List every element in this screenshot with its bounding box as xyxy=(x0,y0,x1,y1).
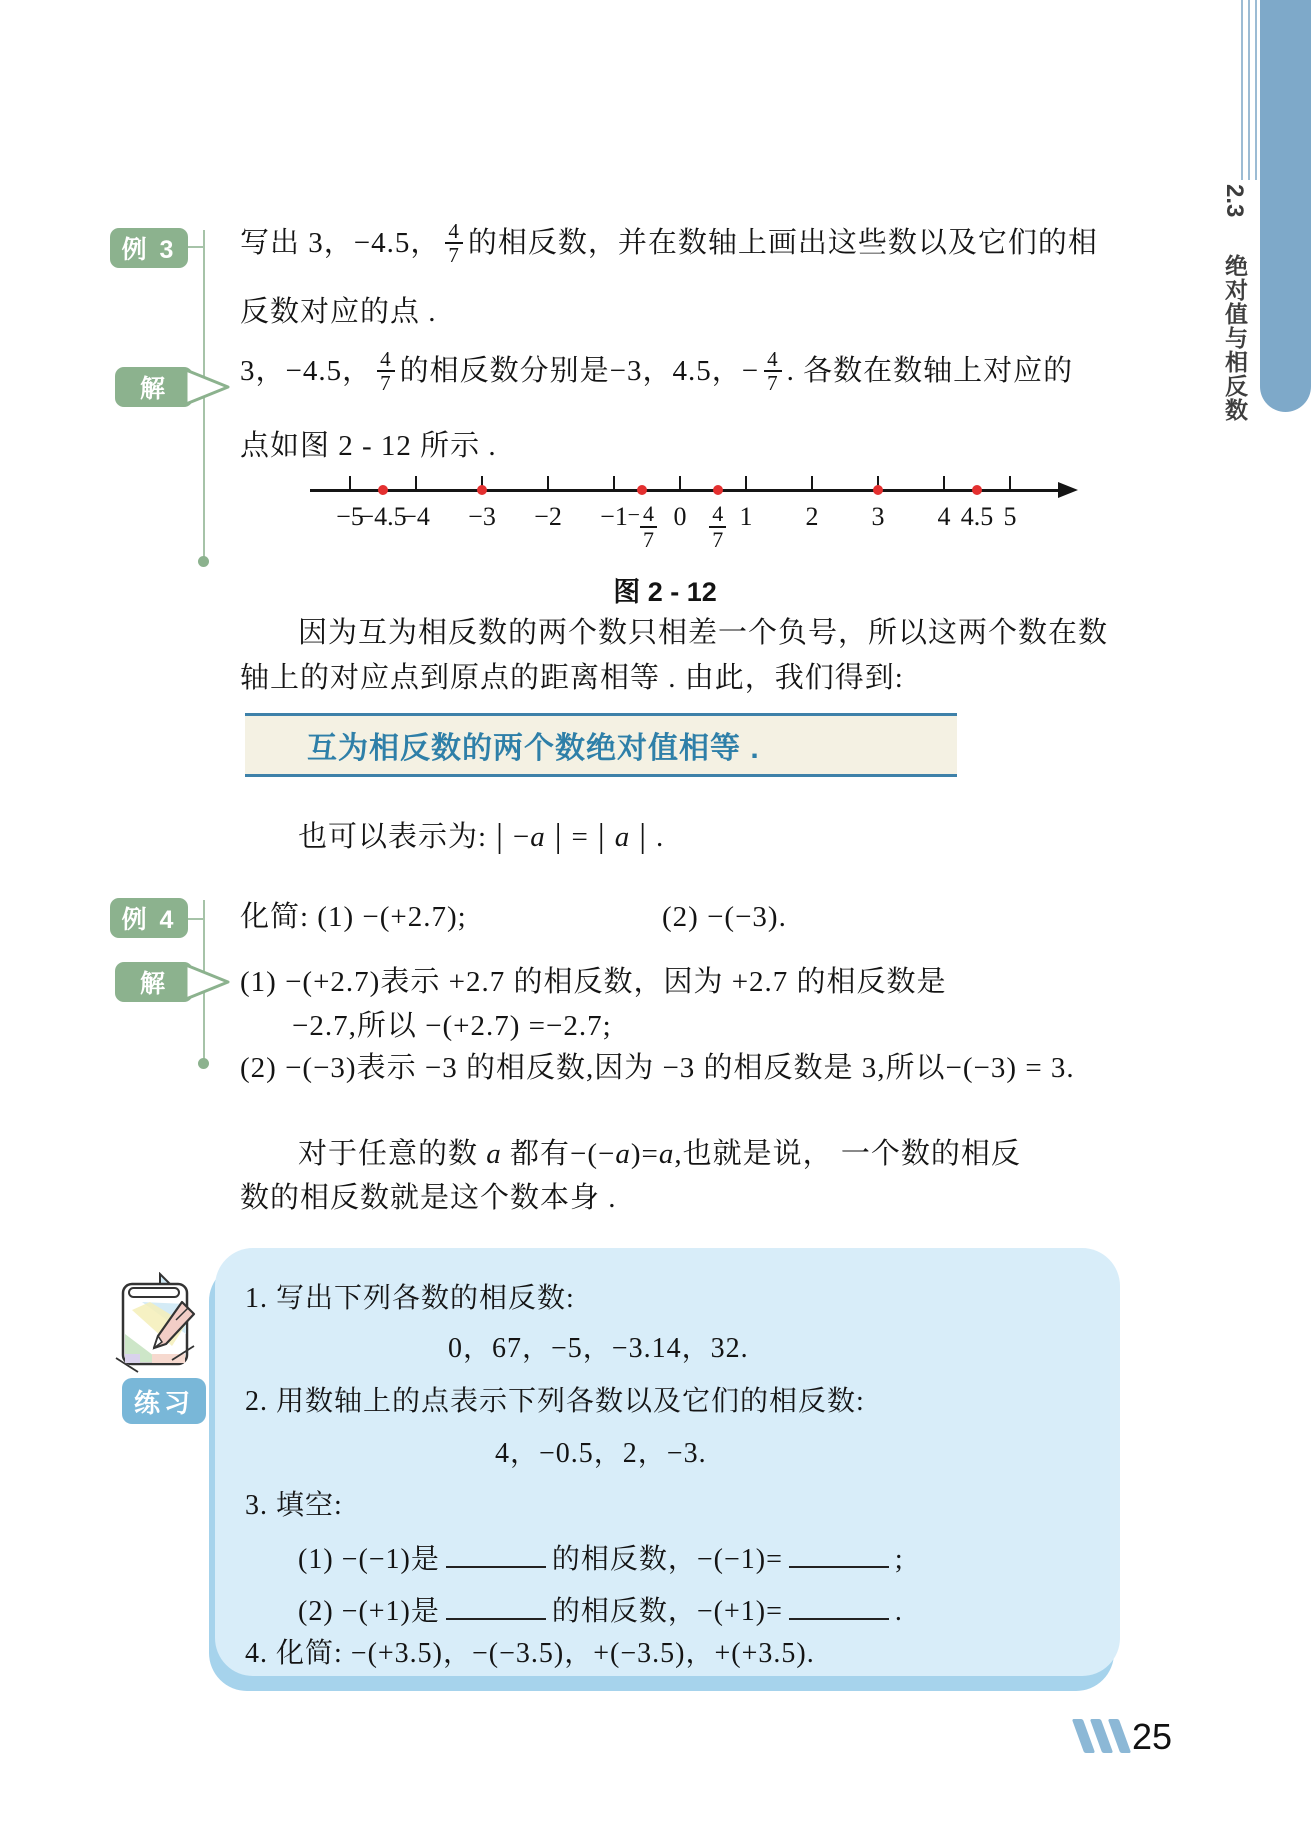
fill-blank-text: ; xyxy=(894,1544,904,1575)
example4-solution-line1: (1) −(+2.7)表示 +2.7 的相反数，因为 +2.7 的相反数是 xyxy=(240,966,947,998)
tick-mark xyxy=(415,476,417,491)
tick-label: 5 xyxy=(1003,502,1017,531)
tick-label: 2 xyxy=(805,502,819,531)
example4-problem-2: (2) −(−3). xyxy=(662,901,787,933)
fraction-4-7: $\frac{4}{7}$ xyxy=(764,348,782,394)
fill-blank-text: 的相反数，−(−1)= xyxy=(551,1544,783,1575)
tick-label: 1 xyxy=(739,502,753,531)
tick-mark xyxy=(547,476,549,491)
variable-a: a xyxy=(658,1138,675,1170)
paragraph-text: 对于任意的数 xyxy=(298,1138,487,1170)
abs-bar: | xyxy=(554,818,563,855)
paragraph-text: ,也就是说， 一个数的相反 xyxy=(674,1138,1021,1170)
tick-mark xyxy=(679,476,681,491)
practice-item-3-2 xyxy=(298,1590,903,1628)
solution-text: 3，−4.5， xyxy=(240,355,373,387)
abs-bar: | xyxy=(597,818,606,855)
axis-arrow-icon xyxy=(1058,482,1078,498)
number-line-dot xyxy=(637,485,647,495)
absolute-value-identity xyxy=(298,815,664,859)
identity-prefix: 也可以表示为: xyxy=(298,821,488,853)
practice-badge: 练习 xyxy=(122,1378,206,1424)
tick-label: −3 xyxy=(468,502,496,531)
abs-bar: | xyxy=(496,818,504,855)
fraction-4-7: $\frac{4}{7}$ xyxy=(445,220,463,266)
example3-solution-line2: 点如图 2 - 12 所示 . xyxy=(240,430,497,462)
example3-solution-badge: 解 xyxy=(115,367,193,407)
fraction-sign: − xyxy=(627,502,640,527)
paragraph-line xyxy=(298,1138,1021,1170)
notebook-pencil-icon xyxy=(110,1272,205,1374)
solution-arrow-icon xyxy=(184,960,236,1004)
paragraph-text: 都有−(− xyxy=(501,1138,616,1170)
tick-label: −1 xyxy=(600,502,628,531)
solution-arrow-icon xyxy=(184,365,236,409)
minus-sign: − xyxy=(512,821,531,853)
solution-text: 的相反数分别是−3，4.5，− xyxy=(399,355,760,387)
fraction-stack: $\frac{4}{7}$ xyxy=(640,502,657,552)
key-point-box xyxy=(245,713,957,777)
answer-blank xyxy=(446,1538,546,1568)
section-title: 绝对值与相反数 xyxy=(1222,254,1248,422)
example3-badge: 例 3 xyxy=(110,228,188,268)
variable-a: a xyxy=(614,821,631,853)
number-line-dot xyxy=(873,485,883,495)
page-number: 25 xyxy=(1132,1716,1173,1757)
example3-problem-line1 xyxy=(240,212,1098,274)
example4-solution-badge: 解 xyxy=(115,962,193,1002)
period: . xyxy=(656,821,665,853)
tick-label: 4 xyxy=(937,502,951,531)
practice-item-2-values: 4，−0.5，2，−3. xyxy=(495,1438,707,1469)
fill-blank-text: (2) −(+1)是 xyxy=(298,1596,440,1627)
paragraph-line: 因为互为相反数的两个数只相差一个负号，所以这两个数在数 xyxy=(298,617,1109,649)
practice-item-3: 3. 填空: xyxy=(245,1490,343,1521)
example4-connector xyxy=(188,918,204,920)
page-number-slashes xyxy=(1078,1719,1125,1753)
practice-item-1: 1. 写出下列各数的相反数: xyxy=(245,1283,575,1314)
example4-badge: 例 4 xyxy=(110,898,188,938)
tick-label: −2 xyxy=(534,502,562,531)
variable-a: a xyxy=(530,821,546,853)
fill-blank-text: . xyxy=(894,1596,903,1627)
practice-item-2: 2. 用数轴上的点表示下列各数以及它们的相反数: xyxy=(245,1386,865,1417)
point-label: −4.5 xyxy=(359,502,407,531)
point-label: 4.5 xyxy=(960,502,994,531)
equals-sign: = xyxy=(571,821,589,853)
section-number: 2.3 xyxy=(1221,184,1248,218)
fraction-label xyxy=(612,502,672,552)
abs-bar: | xyxy=(639,818,648,855)
paragraph-line: 数的相反数就是这个数本身 . xyxy=(240,1182,617,1214)
tick-mark xyxy=(943,476,945,491)
problem-text: 的相反数，并在数轴上画出这些数以及它们的相 xyxy=(467,227,1098,259)
sidebar-thin-line xyxy=(1241,0,1243,180)
practice-item-1-values: 0，67，−5，−3.14，32. xyxy=(448,1333,749,1364)
tick-label: −4 xyxy=(402,502,430,531)
fill-blank-text: 的相反数，−(+1)= xyxy=(551,1596,783,1627)
number-line-axis xyxy=(310,489,1062,492)
figure-caption: 图 2 - 12 xyxy=(613,577,717,607)
tick-mark xyxy=(349,476,351,491)
example3-end-dot xyxy=(198,556,209,567)
sidebar-tab-bar xyxy=(1260,0,1311,412)
number-line-dot xyxy=(972,485,982,495)
answer-blank xyxy=(789,1538,889,1568)
tick-mark xyxy=(1009,476,1011,491)
variable-a: a xyxy=(615,1138,631,1170)
fraction-stack: 4 7 xyxy=(709,502,726,552)
key-point-text: 互为相反数的两个数绝对值相等 . xyxy=(307,732,760,765)
tick-mark xyxy=(745,476,747,491)
number-line-dot xyxy=(713,485,723,495)
number-line-dot xyxy=(477,485,487,495)
tick-label: −5 xyxy=(336,502,364,531)
tick-mark xyxy=(613,476,615,491)
example3-connector xyxy=(188,246,204,248)
tick-label: 3 xyxy=(871,502,885,531)
example4-solution-line2: −2.7,所以 −(+2.7) =−2.7; xyxy=(292,1010,612,1042)
variable-a: a xyxy=(486,1138,502,1170)
paragraph-text: )= xyxy=(630,1138,659,1170)
paragraph-line: 轴上的对应点到原点的距离相等 . 由此，我们得到: xyxy=(240,662,904,694)
example4-solution-line3: (2) −(−3)表示 −3 的相反数,因为 −3 的相反数是 3,所以−(−3) = 3. xyxy=(240,1052,1075,1084)
tick-label: 0 xyxy=(673,502,687,531)
example4-problem-1: 化简: (1) −(+2.7); xyxy=(240,901,467,933)
number-line-dot xyxy=(378,485,388,495)
fraction-label xyxy=(688,502,748,552)
example3-solution-line1 xyxy=(240,340,1073,402)
answer-blank xyxy=(789,1590,889,1620)
practice-item-4: 4. 化简: −(+3.5)，−(−3.5)，+(−3.5)，+(+3.5). xyxy=(245,1638,815,1669)
practice-item-3-1 xyxy=(298,1538,904,1576)
sidebar-thin-line xyxy=(1248,0,1250,180)
solution-text: . 各数在数轴上对应的 xyxy=(786,355,1074,387)
answer-blank xyxy=(446,1590,546,1620)
sidebar-thin-line xyxy=(1255,0,1257,180)
number-line-figure xyxy=(280,462,1110,574)
problem-text: 写出 3，−4.5， xyxy=(240,227,441,259)
tick-mark xyxy=(811,476,813,491)
fill-blank-text: (1) −(−1)是 xyxy=(298,1544,440,1575)
fraction-4-7: $\frac{4}{7}$ xyxy=(377,348,395,394)
example4-end-dot xyxy=(198,1058,209,1069)
example3-problem-line2: 反数对应的点 . xyxy=(240,296,437,328)
